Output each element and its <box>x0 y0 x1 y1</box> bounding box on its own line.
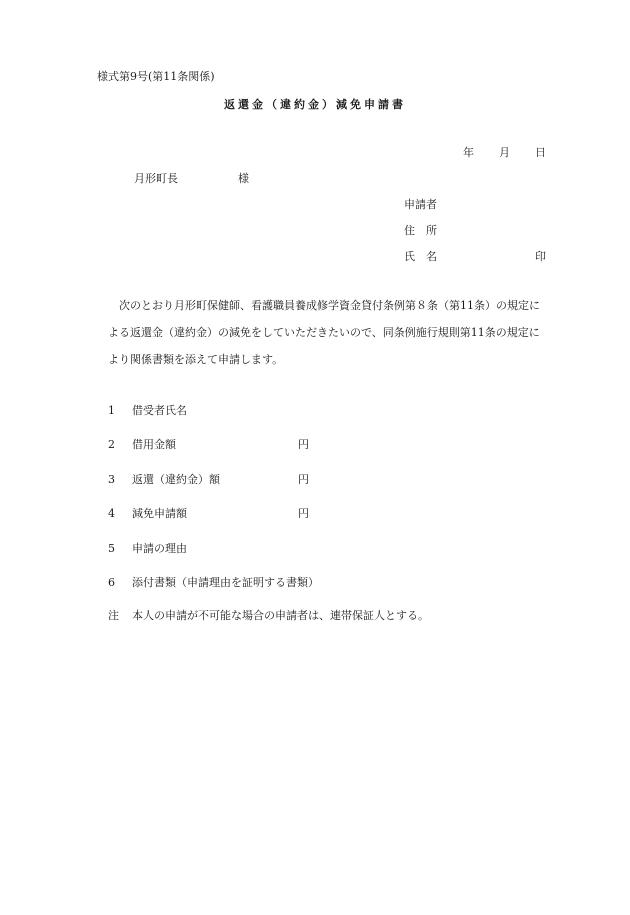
item-label: 申請の理由 <box>132 542 187 555</box>
item-number: 2 <box>108 438 115 451</box>
item-number: 6 <box>108 576 115 589</box>
application-body <box>108 292 578 373</box>
date-day-label: 日 <box>535 146 546 159</box>
document-title: 返還金（違約金）減免申請書 <box>224 98 406 111</box>
body-line-1: 次のとおり月形町保健師、看護職員養成修学資金貸付条例第８条（第11条）の規定に <box>119 299 540 312</box>
item-row <box>108 402 187 418</box>
applicant-address-label: 住 所 <box>404 224 437 237</box>
item-label: 減免申請額 <box>132 507 187 520</box>
item-row <box>108 505 187 521</box>
item-row <box>108 436 176 452</box>
seal-mark: 印 <box>535 250 546 263</box>
item-number: 1 <box>108 404 115 417</box>
yen-unit: 円 <box>298 473 309 486</box>
item-number: 5 <box>108 542 115 555</box>
item-label: 返還（違約金）額 <box>132 473 220 486</box>
item-row <box>108 574 319 590</box>
item-row <box>108 540 187 556</box>
addressee-honorific: 様 <box>238 172 249 185</box>
item-label: 借用金額 <box>132 438 176 451</box>
note-text: 本人の申請が不可能な場合の申請者は、連帯保証人とする。 <box>132 609 429 622</box>
yen-unit: 円 <box>298 507 309 520</box>
date-year-label: 年 <box>463 146 474 159</box>
item-number: 3 <box>108 473 115 486</box>
addressee-name: 月形町長 <box>134 172 178 185</box>
item-label: 借受者氏名 <box>132 404 187 417</box>
item-row <box>108 471 220 487</box>
note-row <box>108 607 429 623</box>
item-number: 4 <box>108 507 115 520</box>
form-number: 様式第9号(第11条関係) <box>97 70 215 83</box>
date-month-label: 月 <box>499 146 510 159</box>
body-line-2: よる返還金（違約金）の減免をしていただきたいので、同条例施行規則第11条の規定に <box>108 326 540 339</box>
applicant-name-label: 氏 名 <box>404 250 437 263</box>
item-label: 添付書類（申請理由を証明する書類） <box>132 576 319 589</box>
note-label: 注 <box>108 609 119 622</box>
yen-unit: 円 <box>298 438 309 451</box>
applicant-label: 申請者 <box>404 198 437 211</box>
body-line-3: より関係書類を添えて申請します。 <box>108 353 284 366</box>
